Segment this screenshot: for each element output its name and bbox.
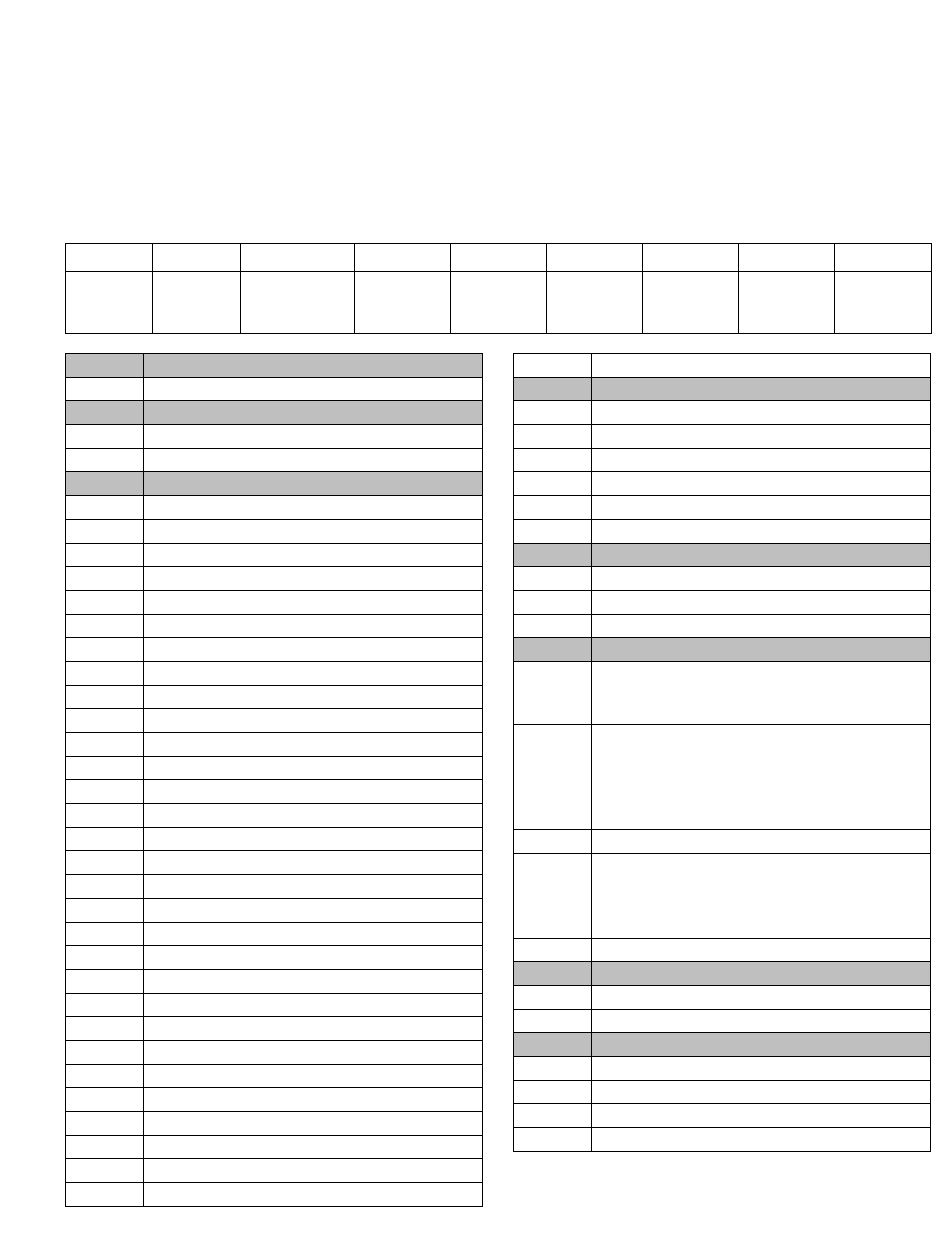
table-row <box>514 853 931 938</box>
item-code-cell <box>66 756 144 780</box>
item-code-cell <box>66 1040 144 1064</box>
item-description-cell <box>592 590 931 614</box>
header-cell <box>153 244 241 272</box>
table-row <box>514 986 931 1010</box>
section-header-row <box>66 354 483 378</box>
item-code-cell <box>66 401 144 425</box>
item-code-cell <box>514 354 592 378</box>
item-code-cell <box>66 780 144 804</box>
item-code-cell <box>66 969 144 993</box>
item-code-cell <box>514 986 592 1010</box>
header-cell <box>547 244 643 272</box>
table-row <box>66 519 483 543</box>
item-code-cell <box>66 519 144 543</box>
item-code-cell <box>66 1159 144 1183</box>
table-row <box>514 938 931 962</box>
item-description-cell <box>144 425 483 449</box>
item-code-cell <box>514 853 592 938</box>
item-description-cell <box>592 377 931 401</box>
header-info-value-row <box>66 272 932 334</box>
table-row <box>66 567 483 591</box>
value-cell <box>835 272 932 334</box>
item-description-cell <box>592 519 931 543</box>
table-row <box>66 969 483 993</box>
item-description-cell <box>144 780 483 804</box>
table-row <box>514 401 931 425</box>
table-row <box>66 922 483 946</box>
table-row <box>66 898 483 922</box>
item-description-cell <box>592 1033 931 1057</box>
item-code-cell <box>66 851 144 875</box>
item-code-cell <box>66 946 144 970</box>
item-description-cell <box>144 946 483 970</box>
item-description-cell <box>592 1104 931 1128</box>
item-description-cell <box>144 567 483 591</box>
item-description-cell <box>144 661 483 685</box>
item-code-cell <box>514 377 592 401</box>
item-code-cell <box>514 829 592 853</box>
item-code-cell <box>66 1017 144 1041</box>
item-description-cell <box>592 938 931 962</box>
item-code-cell <box>514 519 592 543</box>
item-code-cell <box>66 590 144 614</box>
table-row <box>66 377 483 401</box>
table-row <box>66 946 483 970</box>
table-row <box>514 1057 931 1081</box>
item-description-cell <box>144 638 483 662</box>
item-description-cell <box>592 661 931 724</box>
item-description-cell <box>592 986 931 1010</box>
section-header-row <box>514 1033 931 1057</box>
table-row <box>514 724 931 829</box>
item-code-cell <box>514 1080 592 1104</box>
item-description-cell <box>144 519 483 543</box>
item-code-cell <box>514 724 592 829</box>
item-code-cell <box>66 614 144 638</box>
item-description-cell <box>592 1009 931 1033</box>
item-code-cell <box>514 1128 592 1152</box>
left-checklist-table <box>65 353 483 1207</box>
table-row <box>514 519 931 543</box>
item-description-cell <box>144 993 483 1017</box>
header-cell <box>241 244 355 272</box>
value-cell <box>739 272 835 334</box>
item-code-cell <box>66 1112 144 1136</box>
table-row <box>66 875 483 899</box>
item-code-cell <box>514 448 592 472</box>
table-row <box>66 756 483 780</box>
item-description-cell <box>144 1064 483 1088</box>
item-description-cell <box>144 922 483 946</box>
header-cell <box>835 244 932 272</box>
table-row <box>66 993 483 1017</box>
value-cell <box>66 272 153 334</box>
table-row <box>66 1135 483 1159</box>
value-cell <box>643 272 739 334</box>
header-cell <box>66 244 153 272</box>
value-cell <box>355 272 451 334</box>
item-description-cell <box>592 567 931 591</box>
table-row <box>514 1128 931 1152</box>
item-code-cell <box>66 993 144 1017</box>
left-checklist-body <box>66 354 483 1207</box>
table-row <box>514 567 931 591</box>
section-header-row <box>66 472 483 496</box>
item-code-cell <box>66 661 144 685</box>
item-description-cell <box>144 1135 483 1159</box>
table-row <box>66 1017 483 1041</box>
item-description-cell <box>144 1088 483 1112</box>
item-code-cell <box>66 733 144 757</box>
item-description-cell <box>592 354 931 378</box>
item-code-cell <box>514 1104 592 1128</box>
table-row <box>66 804 483 828</box>
table-row <box>66 1183 483 1207</box>
item-description-cell <box>144 401 483 425</box>
item-description-cell <box>592 425 931 449</box>
item-description-cell <box>592 1128 931 1152</box>
section-header-row <box>514 543 931 567</box>
item-description-cell <box>144 851 483 875</box>
item-description-cell <box>144 472 483 496</box>
table-row <box>514 1080 931 1104</box>
item-description-cell <box>144 1040 483 1064</box>
table-row <box>66 661 483 685</box>
table-row <box>66 638 483 662</box>
item-code-cell <box>66 922 144 946</box>
table-row <box>514 661 931 724</box>
table-row <box>514 448 931 472</box>
item-description-cell <box>592 448 931 472</box>
value-cell <box>547 272 643 334</box>
item-code-cell <box>514 1033 592 1057</box>
item-description-cell <box>144 685 483 709</box>
item-description-cell <box>592 1080 931 1104</box>
item-code-cell <box>514 661 592 724</box>
item-code-cell <box>66 827 144 851</box>
item-description-cell <box>592 614 931 638</box>
item-code-cell <box>514 638 592 662</box>
table-row <box>66 1112 483 1136</box>
item-code-cell <box>66 804 144 828</box>
item-code-cell <box>66 1135 144 1159</box>
value-cell <box>153 272 241 334</box>
item-description-cell <box>592 853 931 938</box>
item-description-cell <box>592 472 931 496</box>
item-description-cell <box>144 756 483 780</box>
item-code-cell <box>514 567 592 591</box>
item-code-cell <box>66 638 144 662</box>
item-code-cell <box>514 425 592 449</box>
item-code-cell <box>66 685 144 709</box>
table-row <box>66 1159 483 1183</box>
item-description-cell <box>144 614 483 638</box>
table-row <box>66 614 483 638</box>
item-description-cell <box>592 638 931 662</box>
value-cell <box>241 272 355 334</box>
item-code-cell <box>514 1057 592 1081</box>
item-code-cell <box>514 938 592 962</box>
table-row <box>66 448 483 472</box>
item-code-cell <box>66 472 144 496</box>
table-row <box>66 1064 483 1088</box>
item-description-cell <box>144 377 483 401</box>
table-row <box>514 590 931 614</box>
item-description-cell <box>144 875 483 899</box>
item-code-cell <box>514 472 592 496</box>
table-row <box>66 733 483 757</box>
header-cell <box>739 244 835 272</box>
table-row <box>66 543 483 567</box>
table-row <box>66 827 483 851</box>
item-description-cell <box>144 827 483 851</box>
item-code-cell <box>514 496 592 520</box>
item-description-cell <box>592 724 931 829</box>
section-header-row <box>514 377 931 401</box>
table-row <box>66 780 483 804</box>
value-cell <box>451 272 547 334</box>
item-description-cell <box>144 898 483 922</box>
table-row <box>514 472 931 496</box>
table-row <box>514 354 931 378</box>
header-cell <box>355 244 451 272</box>
item-description-cell <box>592 543 931 567</box>
item-code-cell <box>514 962 592 986</box>
item-description-cell <box>144 1183 483 1207</box>
item-description-cell <box>144 448 483 472</box>
item-code-cell <box>66 1088 144 1112</box>
table-row <box>66 1088 483 1112</box>
table-row <box>514 829 931 853</box>
section-header-row <box>66 401 483 425</box>
item-description-cell <box>144 1159 483 1183</box>
item-code-cell <box>514 614 592 638</box>
item-code-cell <box>66 448 144 472</box>
item-description-cell <box>144 496 483 520</box>
table-row <box>66 685 483 709</box>
item-description-cell <box>144 354 483 378</box>
item-description-cell <box>592 829 931 853</box>
item-code-cell <box>514 543 592 567</box>
table-row <box>66 496 483 520</box>
item-code-cell <box>514 590 592 614</box>
section-header-row <box>514 962 931 986</box>
item-description-cell <box>144 543 483 567</box>
table-row <box>66 1040 483 1064</box>
item-description-cell <box>144 590 483 614</box>
right-checklist-table <box>513 353 931 1152</box>
table-row <box>514 1104 931 1128</box>
item-description-cell <box>144 709 483 733</box>
item-code-cell <box>66 425 144 449</box>
item-code-cell <box>66 543 144 567</box>
item-code-cell <box>66 898 144 922</box>
item-code-cell <box>66 567 144 591</box>
table-row <box>514 614 931 638</box>
item-description-cell <box>592 962 931 986</box>
item-description-cell <box>592 1057 931 1081</box>
item-code-cell <box>66 709 144 733</box>
table-row <box>66 709 483 733</box>
table-row <box>514 496 931 520</box>
item-code-cell <box>66 875 144 899</box>
item-code-cell <box>514 401 592 425</box>
header-cell <box>643 244 739 272</box>
table-row <box>514 425 931 449</box>
right-checklist-body <box>514 354 931 1152</box>
item-description-cell <box>144 1017 483 1041</box>
table-row <box>66 590 483 614</box>
item-description-cell <box>144 804 483 828</box>
item-code-cell <box>66 496 144 520</box>
item-code-cell <box>66 377 144 401</box>
item-description-cell <box>144 1112 483 1136</box>
item-code-cell <box>514 1009 592 1033</box>
header-cell <box>451 244 547 272</box>
header-info-table <box>65 243 932 334</box>
item-description-cell <box>592 401 931 425</box>
table-row <box>514 1009 931 1033</box>
table-row <box>66 425 483 449</box>
header-info-label-row <box>66 244 932 272</box>
item-code-cell <box>66 354 144 378</box>
section-header-row <box>514 638 931 662</box>
table-row <box>66 851 483 875</box>
item-code-cell <box>66 1183 144 1207</box>
item-description-cell <box>144 969 483 993</box>
item-code-cell <box>66 1064 144 1088</box>
item-description-cell <box>144 733 483 757</box>
item-description-cell <box>592 496 931 520</box>
